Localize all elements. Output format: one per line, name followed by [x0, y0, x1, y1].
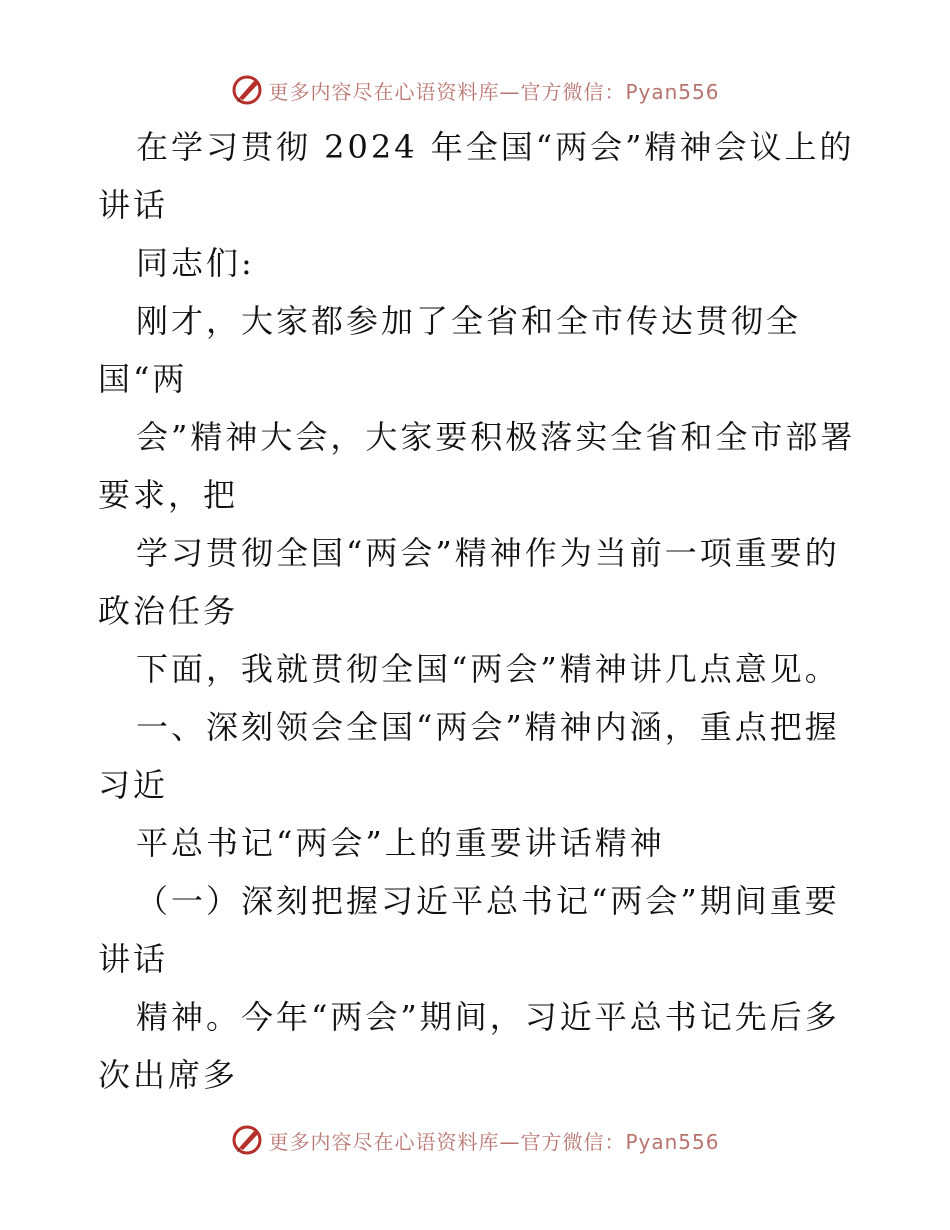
- text-line: （一）深刻把握习近平总书记“两会”期间重要: [136, 882, 840, 920]
- text-line: 一、深刻领会全国“两会”精神内涵，重点把握: [136, 708, 840, 746]
- text-line: 国“两: [98, 360, 188, 398]
- watermark-site-text: 更多内容尽在心语资料库—: [268, 1129, 521, 1154]
- text-line: 习近: [98, 766, 169, 804]
- document-body: [98, 118, 858, 1104]
- text-line: 平总书记“两会”上的重要讲话精神: [136, 824, 665, 862]
- header-watermark: [0, 70, 950, 110]
- pen-logo-icon: [230, 1123, 264, 1157]
- text-line: 讲话: [98, 186, 169, 224]
- text-line: 同志们:: [136, 244, 255, 282]
- text-line: 要求，把: [98, 476, 239, 514]
- text-line: 政治任务: [98, 592, 239, 630]
- text-line: 在学习贯彻 2024 年全国“两会”精神会议上的: [136, 128, 855, 166]
- text-line: 讲话: [98, 940, 169, 978]
- pen-logo-icon: [230, 73, 264, 107]
- watermark-contact-text: 官方微信：Pyan556: [520, 1129, 720, 1154]
- watermark-site-text: 更多内容尽在心语资料库—: [268, 79, 521, 104]
- footer-watermark: [0, 1120, 950, 1160]
- text-line: 次出席多: [98, 1056, 239, 1094]
- text-line: 刚才，大家都参加了全省和全市传达贯彻全: [136, 302, 802, 340]
- text-line: 精神。今年“两会”期间，习近平总书记先后多: [136, 998, 840, 1036]
- text-line: 学习贯彻全国“两会”精神作为当前一项重要的: [136, 534, 840, 572]
- text-line: 会”精神大会，大家要积极落实全省和全市部署: [136, 418, 856, 456]
- watermark-contact-text: 官方微信：Pyan556: [520, 79, 720, 104]
- text-line: 下面，我就贯彻全国“两会”精神讲几点意见。: [136, 650, 840, 688]
